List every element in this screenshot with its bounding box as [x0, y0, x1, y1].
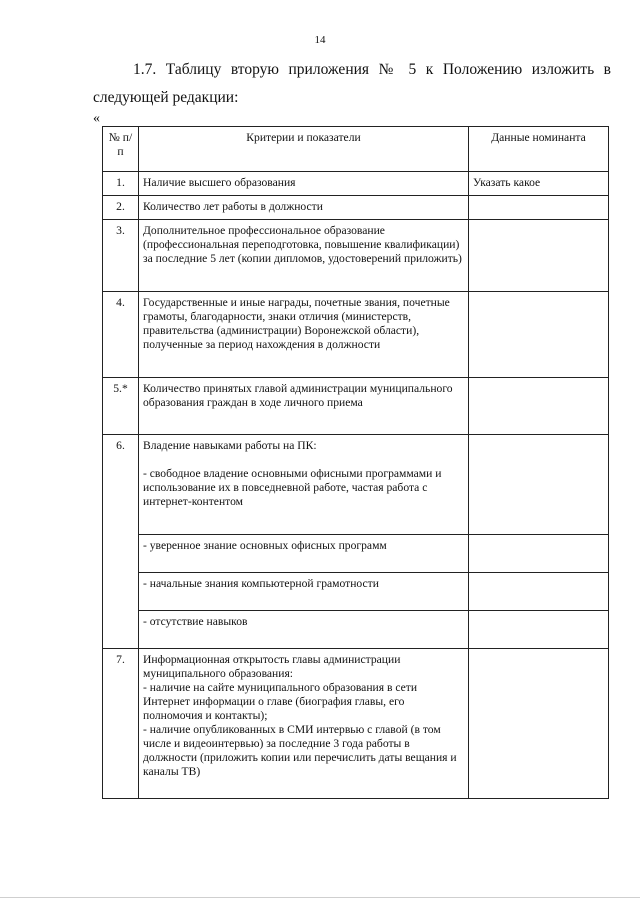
row-number: 5.* — [103, 378, 139, 435]
table-row — [103, 573, 609, 611]
header-number: № п/п — [103, 127, 139, 172]
intro-paragraph: 1.7. Таблицу вторую приложения № 5 к Положению изложить в следующей редакции: — [93, 61, 611, 106]
row-nominee-data: Указать какое — [469, 172, 609, 196]
row-criteria: Количество принятых главой администрации муниципального образования граждан в ходе личного приема — [139, 378, 469, 435]
header-criteria: Критерии и показатели — [139, 127, 469, 172]
row-number: 3. — [103, 220, 139, 292]
row-nominee-data — [469, 611, 609, 649]
row-nominee-data — [469, 573, 609, 611]
openness-line: - наличие опубликованных в СМИ интервью с главой (в том числе и видеоинтервью) за последние 3 года работы в должности (приложить копии или перечислить даты вещания и каналы ТВ) — [143, 723, 457, 778]
table-row — [103, 649, 609, 799]
page-bottom-edge — [0, 897, 640, 898]
row-nominee-data — [469, 220, 609, 292]
openness-line: - наличие на сайте муниципального образования в сети Интернет информации о главе (биография главы, его полномочия и контакты); — [143, 681, 418, 722]
row-number: 7. — [103, 649, 139, 799]
opening-quote-mark: « — [93, 111, 100, 126]
row-nominee-data — [469, 378, 609, 435]
row-number: 2. — [103, 196, 139, 220]
table-row — [103, 378, 609, 435]
row-criteria — [139, 435, 469, 535]
table-row — [103, 292, 609, 378]
table-row — [103, 220, 609, 292]
criteria-table — [102, 126, 609, 799]
row-nominee-data — [469, 649, 609, 799]
row-criteria: Наличие высшего образования — [139, 172, 469, 196]
row-criteria: Государственные и иные награды, почетные звания, почетные грамоты, благодарности, знаки отличия (министерств, правительства (администрации) Воронежской области), полученные за период нахождения в должности — [139, 292, 469, 378]
pc-skill-option: - уверенное знание основных офисных программ — [139, 535, 469, 573]
row-number: 6. — [103, 435, 139, 649]
row-criteria — [139, 649, 469, 799]
openness-line: Информационная открытость главы администрации муниципального образования: — [143, 653, 401, 680]
table-row — [103, 172, 609, 196]
row-nominee-data — [469, 435, 609, 535]
row-number: 1. — [103, 172, 139, 196]
pc-skill-option: - свободное владение основными офисными программами и использование их в повседневной работе, частая работа с интернет-контентом — [143, 467, 442, 508]
header-nominee-data: Данные номинанта — [469, 127, 609, 172]
page-number: 14 — [314, 34, 326, 46]
row-criteria: Количество лет работы в должности — [139, 196, 469, 220]
row-number: 4. — [103, 292, 139, 378]
row-nominee-data — [469, 292, 609, 378]
pc-skills-title: Владение навыками работы на ПК: — [143, 439, 317, 452]
table-row — [103, 611, 609, 649]
table-row — [103, 535, 609, 573]
table-header-row — [103, 127, 609, 172]
row-nominee-data — [469, 535, 609, 573]
table-row — [103, 435, 609, 535]
row-criteria: Дополнительное профессиональное образование (профессиональная переподготовка, повышение квалификации) за последние 5 лет (копии дипломов, удостоверений приложить) — [139, 220, 469, 292]
pc-skill-option: - начальные знания компьютерной грамотности — [139, 573, 469, 611]
row-nominee-data — [469, 196, 609, 220]
pc-skill-option: - отсутствие навыков — [139, 611, 469, 649]
table-row — [103, 196, 609, 220]
